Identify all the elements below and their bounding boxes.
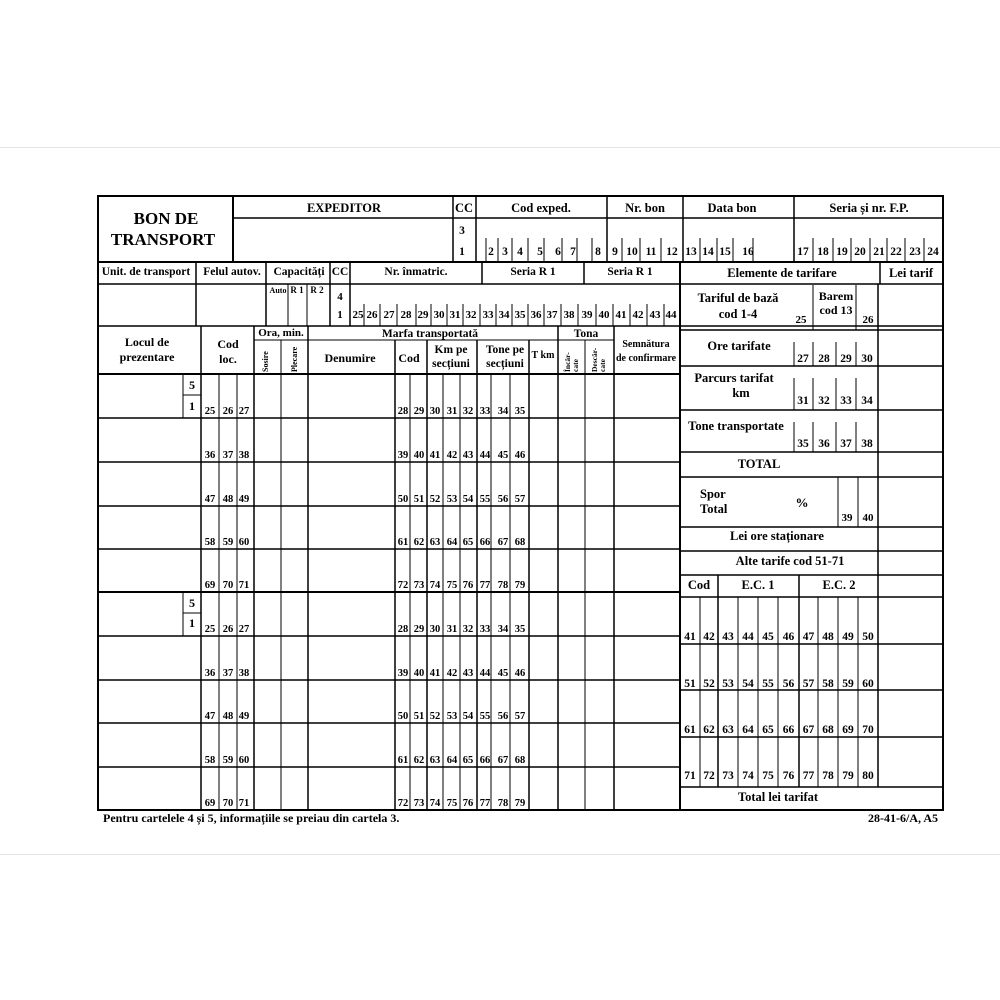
row-marfa-number: 64 — [446, 537, 458, 548]
row2-number: 33 — [482, 309, 494, 321]
row-marfa-number: 34 — [497, 624, 509, 635]
card-mark-5b: 5 — [189, 596, 195, 610]
parcurs-label-2: km — [732, 386, 750, 400]
tarif-number: 28 — [818, 353, 830, 365]
row-marfa-number: 54 — [462, 711, 474, 722]
descarcate-label-1: Descăr- — [590, 347, 599, 372]
card-mark-5a: 5 — [189, 378, 195, 392]
spor-label-1: Spor — [700, 487, 726, 501]
row-cod-number: 58 — [204, 755, 216, 766]
row-marfa-number: 53 — [446, 711, 458, 722]
tarif-num-25: 25 — [795, 314, 807, 326]
row-marfa-number: 46 — [514, 450, 526, 461]
row-marfa-number: 30 — [429, 624, 441, 635]
cod-marfa-label: Cod — [398, 351, 420, 365]
total-label: TOTAL — [737, 457, 781, 471]
top-number: 13 — [685, 246, 697, 258]
row-cod-number: 58 — [204, 537, 216, 548]
row-cod-number: 37 — [222, 668, 234, 679]
row-marfa-number: 61 — [397, 537, 409, 548]
lei-ore-stationare-label: Lei ore staționare — [730, 529, 824, 543]
parcurs-label-1: Parcurs tarifat — [694, 371, 774, 385]
spor-label-2: Total — [700, 502, 728, 516]
cod-loc-label-2: loc. — [219, 352, 237, 366]
top-number: 21 — [873, 246, 885, 258]
row-marfa-number: 31 — [446, 406, 458, 417]
seria-r1-label-a: Seria R 1 — [510, 266, 556, 278]
row2-number: 43 — [649, 309, 661, 321]
tarif-number: 27 — [797, 353, 809, 365]
row-cod-number: 59 — [222, 537, 234, 548]
top-number: 10 — [626, 246, 638, 258]
top-number: 12 — [666, 246, 678, 258]
row-marfa-number: 39 — [397, 450, 409, 461]
locul-label-2: prezentare — [119, 350, 175, 364]
row-cod-number: 38 — [238, 450, 250, 461]
row2-number: 25 — [352, 309, 364, 321]
row2-number: 42 — [632, 309, 644, 321]
row-marfa-number: 64 — [446, 755, 458, 766]
ec-number: 54 — [742, 678, 754, 690]
row-marfa-number: 57 — [514, 711, 526, 722]
ec-number: 75 — [762, 770, 774, 782]
ec-number: 63 — [722, 724, 734, 736]
row-marfa-number: 52 — [429, 494, 441, 505]
row-marfa-number: 35 — [514, 624, 526, 635]
total-lei-tarifat-label: Total lei tarifat — [737, 790, 819, 804]
ec-number: 64 — [742, 724, 754, 736]
ec-number: 49 — [842, 631, 854, 643]
row-marfa-number: 76 — [462, 580, 474, 591]
row-marfa-number: 29 — [413, 624, 425, 635]
row-marfa-number: 56 — [497, 494, 509, 505]
ore-tarifate-label: Ore tarifate — [707, 339, 771, 353]
auto-label: Auto — [269, 286, 287, 295]
tarif-number: 30 — [861, 353, 873, 365]
row-marfa-number: 68 — [514, 755, 526, 766]
row-marfa-number: 65 — [462, 537, 474, 548]
ec-number: 71 — [684, 770, 696, 782]
row-marfa-number: 62 — [413, 755, 425, 766]
km-label-1: Km pe — [434, 344, 468, 356]
row-marfa-number: 68 — [514, 537, 526, 548]
tarif-number: 29 — [840, 353, 852, 365]
row-marfa-number: 66 — [479, 537, 491, 548]
ec-number: 67 — [802, 724, 815, 736]
row-cod-number: 60 — [238, 537, 250, 548]
row-marfa-number: 28 — [397, 406, 409, 417]
ec-number: 72 — [703, 770, 715, 782]
row2-number: 31 — [449, 309, 461, 321]
row-marfa-number: 32 — [462, 624, 474, 635]
ec-number: 66 — [782, 724, 795, 736]
row-marfa-number: 79 — [514, 580, 526, 591]
ec-number: 52 — [703, 678, 715, 690]
row-marfa-number: 50 — [397, 494, 409, 505]
lei-tarif-label: Lei tarif — [888, 266, 934, 280]
row2-number: 35 — [514, 309, 526, 321]
capacitati-label: Capacități — [273, 266, 325, 278]
ec-number: 60 — [862, 678, 874, 690]
row2-number: 28 — [400, 309, 412, 321]
tarif-number: 37 — [840, 438, 852, 450]
r2-label: R 2 — [310, 285, 324, 295]
card-mark-1b: 1 — [189, 616, 195, 630]
row-cod-number: 71 — [238, 798, 250, 809]
row-marfa-number: 42 — [446, 450, 458, 461]
cc-digit-1b: 1 — [337, 309, 343, 321]
row-marfa-number: 67 — [497, 755, 509, 766]
tarif-num-26: 26 — [862, 314, 874, 326]
cc-digit-1: 1 — [459, 246, 465, 258]
row-cod-number: 60 — [238, 755, 250, 766]
row-marfa-number: 67 — [497, 537, 509, 548]
row-marfa-number: 77 — [479, 580, 491, 591]
row-marfa-number: 44 — [479, 450, 491, 461]
tona-label: Tona — [573, 328, 599, 340]
top-number: 8 — [595, 246, 601, 258]
row-marfa-number: 78 — [497, 798, 509, 809]
ec-number: 48 — [822, 631, 834, 643]
row2-number: 41 — [615, 309, 627, 321]
row-marfa-number: 42 — [446, 668, 458, 679]
row-marfa-number: 39 — [397, 668, 409, 679]
row-cod-number: 48 — [222, 711, 234, 722]
ec-number: 50 — [862, 631, 874, 643]
alte-tarife-label: Alte tarife cod 51-71 — [735, 554, 845, 568]
tone-label-1: Tone pe — [485, 344, 525, 356]
row-cod-number: 26 — [222, 406, 234, 417]
row2-number: 32 — [465, 309, 477, 321]
ec-number: 41 — [684, 631, 696, 643]
row-marfa-number: 74 — [429, 798, 441, 809]
incarcate-label-1: Încăr- — [563, 352, 572, 372]
row2-number: 30 — [433, 309, 445, 321]
unit-transport-label: Unit. de transport — [101, 266, 191, 278]
elemente-tarifare-label: Elemente de tarifare — [727, 266, 837, 280]
row-marfa-number: 78 — [497, 580, 509, 591]
ec-number: 61 — [684, 724, 696, 736]
nr-bon-label: Nr. bon — [625, 201, 665, 215]
ec1-label: E.C. 1 — [741, 578, 775, 592]
row-marfa-number: 41 — [429, 450, 441, 461]
row-marfa-number: 44 — [479, 668, 491, 679]
row2-number: 27 — [383, 309, 395, 321]
r1-label: R 1 — [290, 285, 304, 295]
ec-number: 44 — [742, 631, 754, 643]
row-cod-number: 70 — [222, 798, 234, 809]
top-number: 3 — [502, 246, 508, 258]
top-number: 5 — [537, 246, 543, 258]
row-marfa-number: 73 — [413, 580, 425, 591]
footer-note: Pentru cartelele 4 și 5, informațiile se preiau din cartela 3. — [103, 811, 400, 825]
row-cod-number: 69 — [204, 798, 216, 809]
row-marfa-number: 29 — [413, 406, 425, 417]
cc-label-row2: CC — [331, 266, 349, 278]
ec-number: 58 — [822, 678, 834, 690]
top-number: 6 — [555, 246, 561, 258]
row-cod-number: 47 — [204, 711, 216, 722]
row-cod-number: 48 — [222, 494, 234, 505]
seria-fp-label: Seria și nr. F.P. — [829, 201, 909, 215]
row-marfa-number: 75 — [446, 580, 458, 591]
tarif-number: 35 — [797, 438, 809, 450]
ec-number: 42 — [703, 631, 715, 643]
row-marfa-number: 40 — [413, 450, 425, 461]
ec-number: 53 — [722, 678, 734, 690]
row-marfa-number: 54 — [462, 494, 474, 505]
ec-number: 79 — [842, 770, 854, 782]
ec-number: 73 — [722, 770, 734, 782]
ec-number: 47 — [802, 631, 815, 643]
ec-number: 68 — [822, 724, 834, 736]
row-marfa-number: 63 — [429, 755, 441, 766]
row-marfa-number: 73 — [413, 798, 425, 809]
locul-label-1: Locul de — [124, 335, 170, 349]
row2-number: 29 — [417, 309, 429, 321]
row-cod-number: 70 — [222, 580, 234, 591]
row-marfa-number: 51 — [413, 494, 425, 505]
row-marfa-number: 50 — [397, 711, 409, 722]
row-marfa-number: 45 — [497, 450, 509, 461]
tarif-number: 38 — [861, 438, 873, 450]
felul-autov-label: Felul autov. — [203, 266, 261, 278]
form-title-line-2: TRANSPORT — [110, 230, 216, 249]
row-marfa-number: 72 — [397, 580, 409, 591]
row-marfa-number: 43 — [462, 450, 474, 461]
top-number: 7 — [570, 246, 576, 258]
row-marfa-number: 53 — [446, 494, 458, 505]
marfa-label: Marfa transportată — [381, 328, 479, 340]
row-cod-number: 36 — [204, 668, 216, 679]
ec-number: 80 — [862, 770, 874, 782]
row2-number: 44 — [665, 309, 677, 321]
row-marfa-number: 75 — [446, 798, 458, 809]
row-marfa-number: 72 — [397, 798, 409, 809]
tarif-number: 34 — [861, 395, 873, 407]
row-marfa-number: 66 — [479, 755, 491, 766]
row-cod-number: 69 — [204, 580, 216, 591]
ec-number: 43 — [722, 631, 734, 643]
data-bon-label: Data bon — [707, 201, 757, 215]
tarif-baza-label-1: Tariful de bază — [697, 291, 779, 305]
row-marfa-number: 32 — [462, 406, 474, 417]
row-cod-number: 59 — [222, 755, 234, 766]
card-mark-1a: 1 — [189, 399, 195, 413]
top-number: 14 — [702, 246, 714, 258]
ec-number: 55 — [762, 678, 774, 690]
top-number: 22 — [890, 246, 902, 258]
tarif-number: 36 — [818, 438, 830, 450]
top-number: 18 — [817, 246, 829, 258]
row2-number: 39 — [581, 309, 593, 321]
row-marfa-number: 40 — [413, 668, 425, 679]
row-marfa-number: 74 — [429, 580, 441, 591]
tarif-number: 31 — [797, 395, 809, 407]
ec-number: 74 — [742, 770, 754, 782]
row-marfa-number: 28 — [397, 624, 409, 635]
cc-label-top: CC — [454, 201, 474, 215]
row-marfa-number: 51 — [413, 711, 425, 722]
row-marfa-number: 61 — [397, 755, 409, 766]
row-cod-number: 27 — [238, 624, 250, 635]
top-number: 16 — [742, 246, 754, 258]
ec-number: 46 — [782, 631, 795, 643]
row-cod-number: 37 — [222, 450, 234, 461]
percent-label: % — [795, 495, 809, 510]
row-marfa-number: 77 — [479, 798, 491, 809]
tarif-baza-label-2: cod 1-4 — [718, 307, 758, 321]
tone-label-2: secțiuni — [486, 358, 524, 370]
ec-number: 69 — [842, 724, 854, 736]
row-marfa-number: 76 — [462, 798, 474, 809]
tone-transportate-label: Tone transportate — [688, 419, 784, 433]
row2-number: 40 — [598, 309, 610, 321]
descarcate-label-2: cate — [598, 359, 607, 372]
spor-num-39: 39 — [841, 512, 853, 524]
row-marfa-number: 30 — [429, 406, 441, 417]
km-label-2: secțiuni — [432, 358, 470, 370]
form-code: 28-41-6/A, A5 — [868, 811, 938, 825]
ec-number: 78 — [822, 770, 834, 782]
incarcate-label-2: cate — [571, 359, 580, 372]
row-marfa-number: 52 — [429, 711, 441, 722]
sosire-label: Sosire — [261, 351, 270, 372]
row2-number: 34 — [498, 309, 510, 321]
top-number: 11 — [645, 246, 657, 258]
semnatura-label-2: de confirmare — [615, 353, 677, 364]
row2-number: 26 — [366, 309, 378, 321]
row2-number: 37 — [546, 309, 558, 321]
ec-number: 76 — [782, 770, 795, 782]
row-cod-number: 36 — [204, 450, 216, 461]
row-marfa-number: 35 — [514, 406, 526, 417]
top-number: 24 — [927, 246, 939, 258]
row-cod-number: 25 — [204, 406, 216, 417]
row-marfa-number: 34 — [497, 406, 509, 417]
row-marfa-number: 62 — [413, 537, 425, 548]
cod-loc-label-1: Cod — [217, 337, 239, 351]
ec-number: 57 — [802, 678, 815, 690]
row-marfa-number: 57 — [514, 494, 526, 505]
row-cod-number: 25 — [204, 624, 216, 635]
spor-num-40: 40 — [862, 512, 874, 524]
row-marfa-number: 33 — [479, 624, 491, 635]
row-marfa-number: 41 — [429, 668, 441, 679]
row-marfa-number: 79 — [514, 798, 526, 809]
row-marfa-number: 31 — [446, 624, 458, 635]
row-marfa-number: 55 — [479, 711, 491, 722]
ec2-label: E.C. 2 — [822, 578, 856, 592]
top-number: 23 — [909, 246, 921, 258]
top-number: 2 — [488, 246, 494, 258]
ec-number: 59 — [842, 678, 854, 690]
row-marfa-number: 63 — [429, 537, 441, 548]
row-marfa-number: 33 — [479, 406, 491, 417]
tarif-number: 33 — [840, 395, 852, 407]
ec-number: 65 — [762, 724, 774, 736]
nr-inmatric-label: Nr. înmatric. — [384, 266, 448, 278]
row-cod-number: 71 — [238, 580, 250, 591]
seria-r1-label-b: Seria R 1 — [607, 266, 653, 278]
top-number: 19 — [836, 246, 848, 258]
row-cod-number: 27 — [238, 406, 250, 417]
tarif-number: 32 — [818, 395, 830, 407]
ora-min-label: Ora, min. — [258, 327, 304, 339]
row-cod-number: 26 — [222, 624, 234, 635]
top-number: 17 — [797, 246, 809, 258]
denumire-label: Denumire — [324, 351, 376, 365]
barem-label-2: cod 13 — [819, 303, 853, 317]
row-cod-number: 38 — [238, 668, 250, 679]
top-number: 15 — [719, 246, 731, 258]
ec-number: 77 — [802, 770, 815, 782]
tkm-label: T km — [531, 350, 555, 361]
top-number: 20 — [854, 246, 866, 258]
row-marfa-number: 65 — [462, 755, 474, 766]
expeditor-label: EXPEDITOR — [306, 201, 382, 215]
cod-exped-label: Cod exped. — [511, 201, 571, 215]
row-cod-number: 49 — [238, 494, 250, 505]
row2-number: 38 — [563, 309, 575, 321]
row-marfa-number: 46 — [514, 668, 526, 679]
top-number: 9 — [612, 246, 618, 258]
plecare-label: Plecare — [290, 346, 299, 372]
row-marfa-number: 43 — [462, 668, 474, 679]
ec-number: 62 — [703, 724, 715, 736]
cc-digit-4: 4 — [337, 291, 343, 303]
ec-number: 70 — [862, 724, 874, 736]
barem-label-1: Barem — [818, 289, 854, 303]
ec-number: 45 — [762, 631, 774, 643]
ec-number: 56 — [782, 678, 795, 690]
row-marfa-number: 45 — [497, 668, 509, 679]
row2-number: 36 — [530, 309, 542, 321]
row-marfa-number: 55 — [479, 494, 491, 505]
row-marfa-number: 56 — [497, 711, 509, 722]
semnatura-label-1: Semnătura — [622, 339, 670, 350]
cod-ec-label: Cod — [687, 578, 711, 592]
form-title-line-1: BON DE — [133, 209, 199, 228]
ec-number: 51 — [684, 678, 696, 690]
row-cod-number: 47 — [204, 494, 216, 505]
row-cod-number: 49 — [238, 711, 250, 722]
cc-digit-3: 3 — [459, 225, 465, 237]
top-number: 4 — [517, 246, 523, 258]
